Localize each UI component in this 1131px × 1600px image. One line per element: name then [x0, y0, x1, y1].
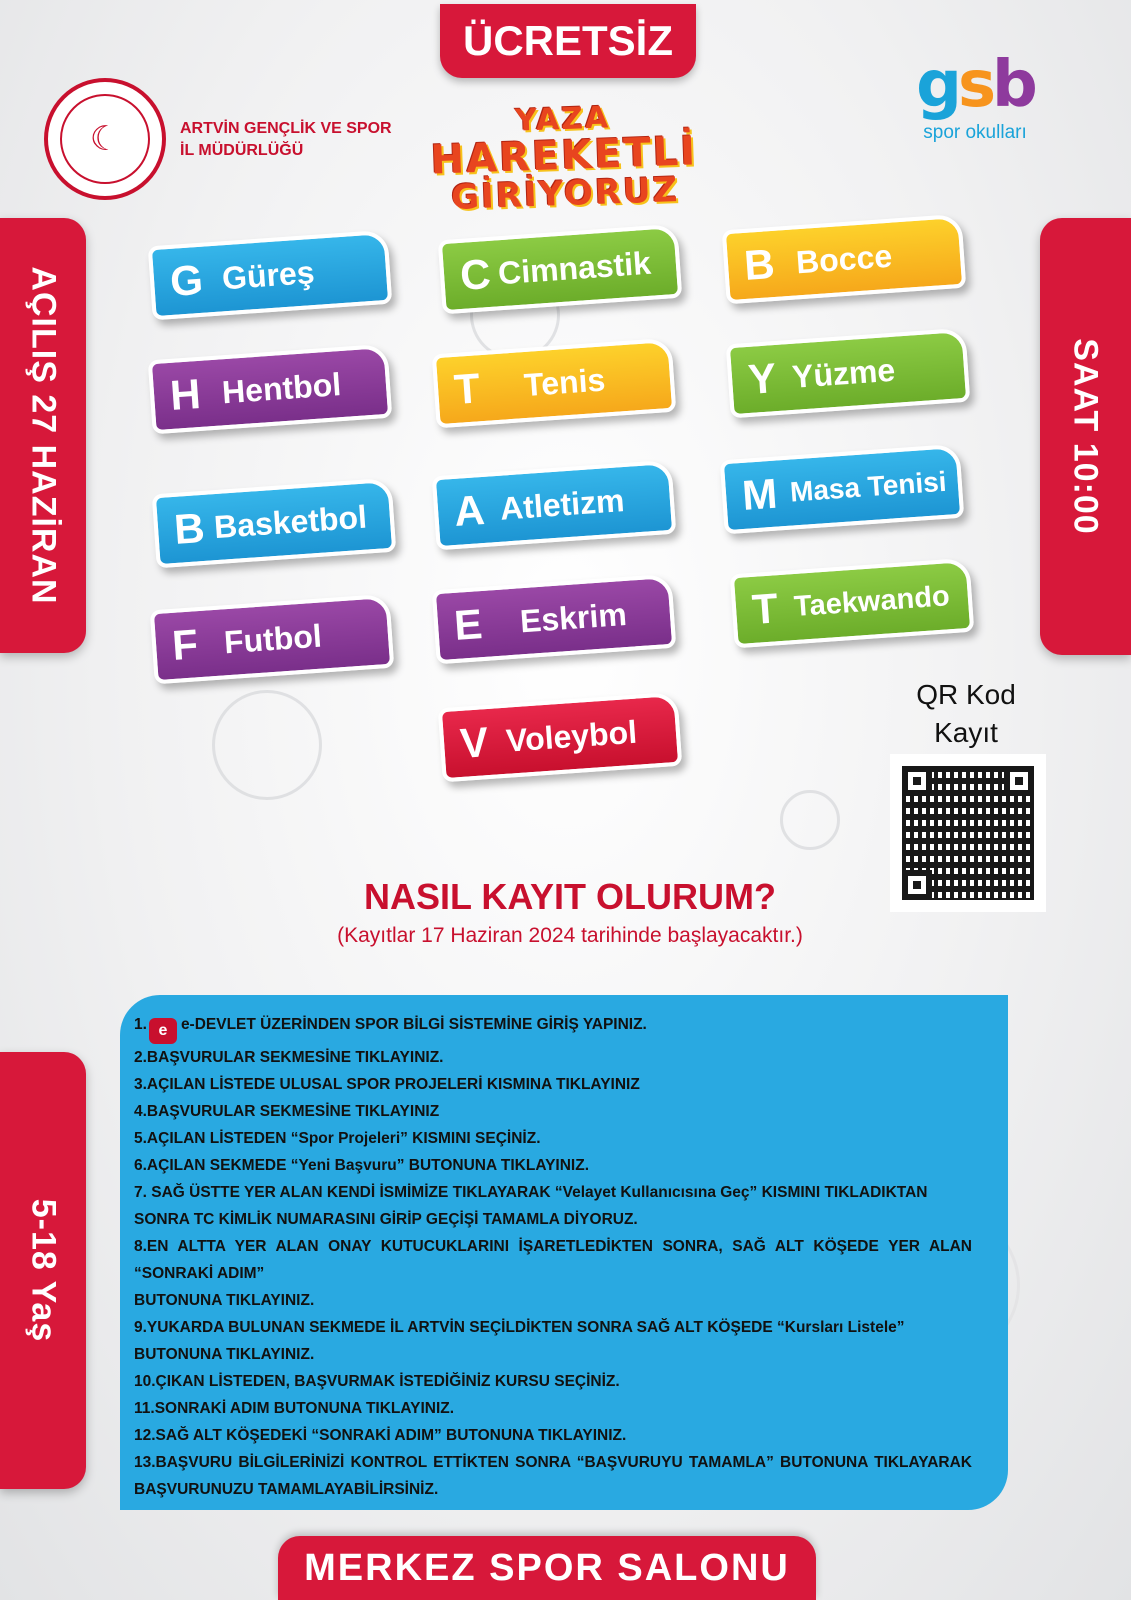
registration-title: NASIL KAYIT OLURUM?: [363, 876, 776, 917]
sport-name: Bocce: [794, 237, 894, 280]
opening-date-text: AÇILIŞ 27 HAZİRAN: [24, 266, 63, 605]
step-13: 13.BAŞVURU BİLGİLERİNİZİ KONTROL ETTİKTEN SONRA “BAŞVURUYU TAMAMLA” BUTONUNA TIKLAYARAK BAŞVURUNUZU TAMAMLAYABİLİRSİNİZ.: [134, 1454, 972, 1498]
sport-button-voleybol: [438, 692, 683, 783]
sport-name: Futbol: [222, 617, 323, 660]
title-line1: YAZA: [514, 100, 611, 139]
step-8b: BUTONUNA TIKLAYINIZ.: [134, 1292, 315, 1309]
sport-button-eskrim: [432, 574, 677, 665]
step-7b: SONRA TC KİMLİK NUMARASINI GİRİP GEÇİŞİ TAMAMLA DİYORUZ.: [134, 1211, 638, 1228]
qr-finder-icon: [902, 870, 932, 900]
sport-button-futbol: [150, 594, 395, 685]
step-1-number: 1.: [134, 1016, 147, 1033]
step-9b: BUTONUNA TIKLAYINIZ.: [134, 1346, 315, 1363]
age-range-tab: [0, 1052, 86, 1489]
step-10: 10.ÇIKAN LİSTEDEN, BAŞVURMAK İSTEDİĞİNİZ KURSU SEÇİNİZ.: [134, 1373, 620, 1390]
free-banner: ÜCRETSİZ: [440, 4, 696, 78]
sport-letter: V: [458, 718, 490, 767]
ministry-logo: [44, 78, 166, 200]
sport-letter: G: [168, 255, 205, 305]
ministry-name-line1: ARTVİN GENÇLİK VE SPOR: [180, 120, 392, 137]
ministry-name-line2: İL MÜDÜRLÜĞÜ: [180, 142, 304, 159]
sport-letter: T: [750, 584, 780, 633]
sport-name: Güreş: [220, 253, 316, 296]
qr-label-line1: QR Kod: [916, 679, 1016, 710]
background-ball-doodle: [212, 690, 322, 800]
step-4: 4.BAŞVURULAR SEKMESİNE TIKLAYINIZ: [134, 1103, 440, 1120]
background-ball-doodle: [780, 790, 840, 850]
sport-button-yuzme: [726, 328, 971, 419]
qr-finder-icon: [1004, 766, 1034, 796]
sport-button-hentbol: [148, 344, 393, 435]
step-3: 3.AÇILAN LİSTEDE ULUSAL SPOR PROJELERİ KISMINA TIKLAYINIZ: [134, 1076, 640, 1093]
sport-name: Voleybol: [504, 713, 639, 759]
edevlet-icon: e: [149, 1018, 177, 1044]
registration-subtitle: (Kayıtlar 17 Haziran 2024 tarihinde başlayacaktır.): [337, 924, 803, 947]
sport-letter: C: [458, 249, 493, 299]
gsb-logo-mark: gsb: [916, 48, 1034, 122]
sport-letter: E: [452, 600, 484, 649]
sport-name: Basketbol: [212, 498, 368, 545]
qr-code-pattern: [902, 766, 1034, 900]
sport-letter: T: [452, 364, 482, 413]
sport-name: Tenis: [522, 360, 607, 403]
step-6: 6.AÇILAN SEKMEDE “Yeni Başvuru” BUTONUNA TIKLAYINIZ.: [134, 1157, 590, 1174]
age-range-text: 5-18 Yaş: [24, 1198, 63, 1343]
sport-button-atletizm: [432, 460, 677, 551]
title-line3: GİRİYORUZ: [450, 170, 680, 218]
sport-letter: H: [168, 369, 203, 419]
gsb-subtitle: spor okulları: [923, 122, 1027, 143]
sport-button-cimnastik: [438, 224, 683, 315]
opening-date-tab: [0, 218, 86, 653]
step-5: 5.AÇILAN LİSTEDEN “Spor Projeleri” KISMINI SEÇİNİZ.: [134, 1130, 541, 1147]
step-11: 11.SONRAKİ ADIM BUTONUNA TIKLAYINIZ.: [134, 1400, 455, 1417]
sport-button-gures: [148, 230, 393, 321]
qr-finder-icon: [902, 766, 932, 796]
venue-banner: MERKEZ SPOR SALONU: [278, 1536, 816, 1600]
step-8a: 8.EN ALTTA YER ALAN ONAY KUTUCUKLARINI İŞARETLEDİKTEN SONRA, SAĞ ALT KÖŞEDE YER ALAN “SONRAKİ ADIM”: [134, 1238, 972, 1282]
qr-code[interactable]: [890, 754, 1046, 912]
sport-name: Hentbol: [220, 365, 343, 410]
sport-name: Atletizm: [498, 481, 626, 527]
summer-title: [412, 99, 716, 217]
ministry-emblem-icon: ☾: [60, 94, 150, 184]
sport-letter: Y: [746, 354, 778, 403]
sport-letter: F: [170, 620, 200, 669]
sport-letter: B: [742, 239, 777, 289]
sport-button-bocce: [722, 214, 967, 305]
ministry-name: [180, 118, 420, 162]
registration-steps-panel: [120, 995, 1008, 1510]
start-time-tab: [1040, 218, 1131, 655]
sport-button-basketbol: [152, 478, 397, 569]
step-9a: 9.YUKARDA BULUNAN SEKMEDE İL ARTVİN SEÇİLDİKTEN SONRA SAĞ ALT KÖŞEDE “Kursları Listele”: [134, 1319, 905, 1336]
sport-button-taekwando: [730, 558, 975, 649]
sport-name: Taekwando: [792, 579, 951, 623]
step-12: 12.SAĞ ALT KÖŞEDEKİ “SONRAKİ ADIM” BUTONUNA TIKLAYINIZ.: [134, 1427, 627, 1444]
sport-button-tenis: [432, 338, 677, 429]
sport-name: Yüzme: [790, 351, 897, 395]
step-7a: 7. SAĞ ÜSTTE YER ALAN KENDİ İSMİMİZE TIKLAYARAK “Velayet Kullanıcısına Geç” KISMINI TIKLADIKTAN: [134, 1184, 928, 1201]
qr-label-line2: Kayıt: [934, 717, 998, 748]
sport-name: Masa Tenisi: [789, 465, 948, 508]
sport-letter: M: [740, 469, 779, 519]
start-time-text: SAAT 10:00: [1067, 338, 1105, 535]
sport-letter: A: [452, 485, 487, 535]
step-2: 2.BAŞVURULAR SEKMESİNE TIKLAYINIZ.: [134, 1049, 444, 1066]
step-1: [134, 1011, 972, 1044]
sport-letter: B: [172, 503, 207, 553]
title-line2: HAREKETLİ: [429, 128, 698, 184]
sport-name: Eskrim: [518, 595, 628, 639]
gsb-logo: [890, 50, 1060, 170]
qr-label: [896, 676, 1036, 752]
step-1-text: e-DEVLET ÜZERİNDEN SPOR BİLGİ SİSTEMİNE GİRİŞ YAPINIZ.: [180, 1016, 647, 1033]
sport-name: Cimnastik: [496, 244, 652, 291]
sport-button-masa-tenisi: [720, 444, 965, 535]
